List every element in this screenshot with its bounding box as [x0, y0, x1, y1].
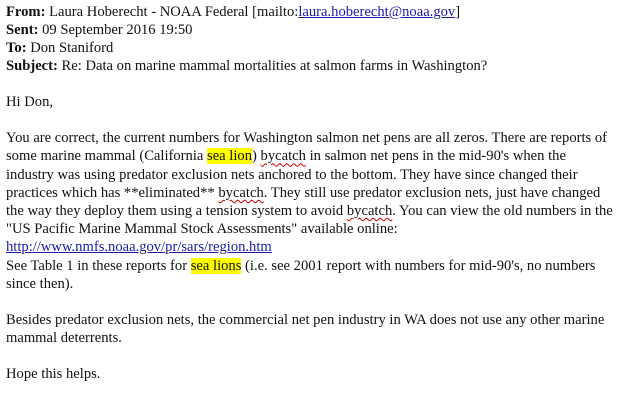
sent-line [6, 21, 614, 39]
body-text: ) [252, 148, 261, 165]
paragraph-deterrents: Besides predator exclusion nets, the commercial net pen industry in WA does not use any other marine mammal deterrents. [6, 312, 605, 347]
closing: Hope this helps. [6, 366, 101, 383]
sent-label: Sent: [6, 22, 39, 38]
body-text: in salmon net pens in the mid-90's when the industry was using predator exclusion nets anchored to the bottom. They have since changed their practices which has **eliminated** [6, 148, 578, 201]
highlighted-term: sea lions [190, 257, 242, 274]
greeting: Hi Don, [6, 94, 54, 110]
subject-line [6, 57, 614, 75]
sars-region-link[interactable]: http://www.nmfs.noaa.gov/pr/sars/region.htm [6, 239, 272, 256]
body-text: . They still use predator exclusion nets, just have changed the way they deploy them using a tension system to avoid [6, 184, 601, 220]
subject-value: Re: Data on marine mammal mortalities at salmon farms in Washington? [61, 58, 488, 74]
spacer [6, 293, 614, 311]
body-text: (i.e. see 2001 report with numbers for mid-90's, no numbers since then). [6, 257, 596, 292]
from-close: ] [455, 4, 461, 20]
email-message [6, 3, 614, 384]
body-text: You are correct, the current numbers for Washington salmon net pens are all zeros. There are reports of some marine mammal (California [6, 130, 608, 165]
to-line [6, 39, 614, 57]
highlighted-term: sea lion [207, 148, 253, 165]
paragraph-main [6, 129, 614, 293]
body-text: . You can view the old numbers in the "US Pacific Marine Mammal Stock Assessments" available online: [6, 203, 613, 238]
spacer [6, 75, 614, 93]
to-value: Don Staniford [30, 40, 114, 56]
spellcheck-word: bycatch [260, 148, 306, 165]
spacer [6, 347, 614, 365]
subject-label: Subject: [6, 58, 58, 74]
body-text: See Table 1 in these reports for [6, 257, 191, 274]
spellcheck-word: bycatch [218, 184, 264, 201]
sent-value: 09 September 2016 19:50 [42, 22, 193, 38]
from-email-link[interactable]: laura.hoberecht@noaa.gov [298, 4, 456, 20]
from-label: From: [6, 4, 46, 20]
spacer [6, 111, 614, 129]
spellcheck-word: bycatch [346, 203, 393, 220]
to-label: To: [6, 40, 27, 56]
from-name: Laura Hoberecht - NOAA Federal [mailto: [49, 4, 299, 20]
from-line [6, 3, 614, 21]
